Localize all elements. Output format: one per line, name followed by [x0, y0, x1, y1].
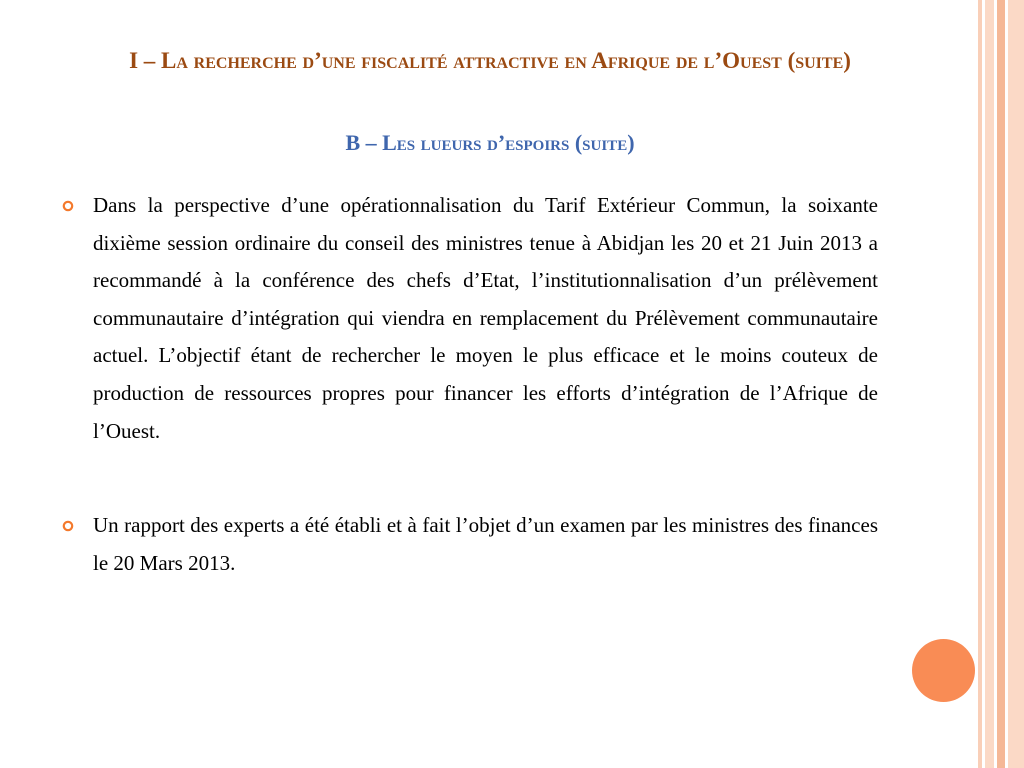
slide-title: I – La recherche d’une fiscalité attractive en Afrique de l’Ouest (suite) — [129, 48, 851, 73]
decorative-stripe-1 — [978, 0, 982, 768]
decorative-stripe-2 — [985, 0, 994, 768]
decorative-stripe-3 — [997, 0, 1005, 768]
slide-subtitle: B – Les lueurs d’espoirs (suite) — [345, 130, 635, 155]
bullet-item-1 — [62, 187, 878, 450]
bullet-item-2 — [62, 507, 878, 582]
orange-circle-decoration — [912, 639, 975, 702]
bullet-text-1: Dans la perspective d’une opérationnalisation du Tarif Extérieur Commun, la soixante dixième session ordinaire du conseil des ministres tenue à Abidjan les 20 et 21 Juin 2013 a recommandé à la conférence des chefs d’Etat, l’institutionnalisation d’un prélèvement communautaire d’intégration qui viendra en remplacement du Prélèvement communautaire actuel. L’objectif étant de rechercher le moyen le plus efficace et le moins couteux de production de ressources propres pour financer les efforts d’intégration de l’Afrique de l’Ouest. — [93, 193, 878, 443]
decorative-stripe-4 — [1008, 0, 1024, 768]
ring-bullet-icon — [62, 200, 74, 212]
ring-bullet-icon — [62, 520, 74, 532]
bullet-text-2: Un rapport des experts a été établi et à fait l’objet d’un examen par les ministres des finances le 20 Mars 2013. — [93, 513, 878, 575]
slide-content — [62, 187, 878, 582]
